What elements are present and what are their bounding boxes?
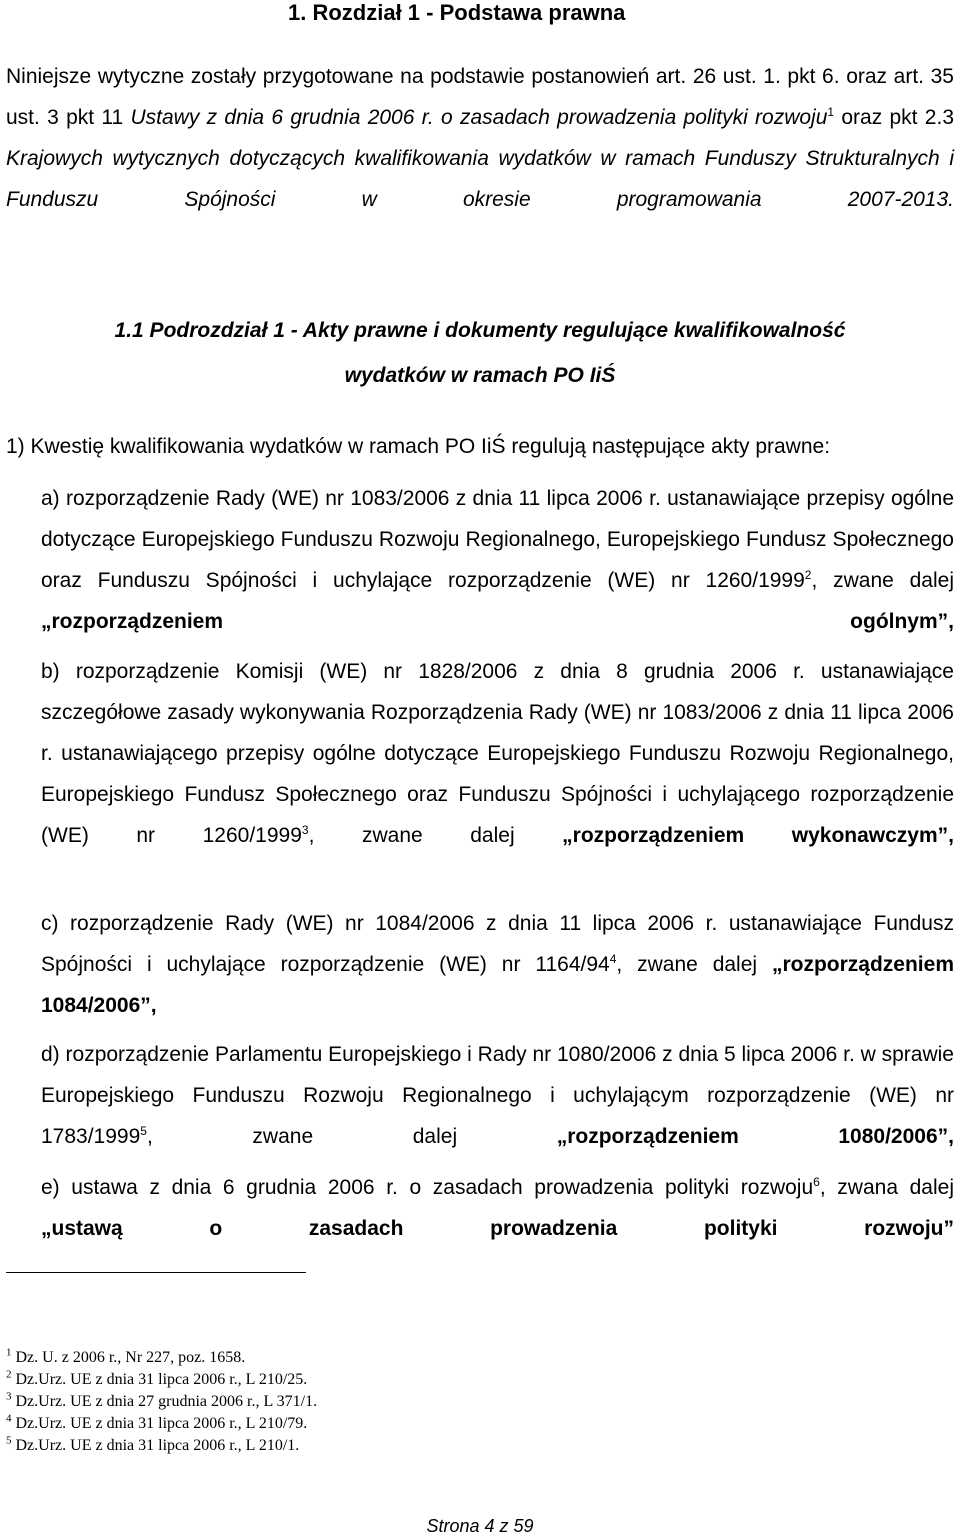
footnote-text: Dz. U. z 2006 r., Nr 227, poz. 1658. xyxy=(11,1349,246,1366)
list-item-b-text: b) rozporządzenie Komisji (WE) nr 1828/2006 z dnia 8 grudnia 2006 r. ustanawiające szczegółowe zasady wykonywania Rozporządzenia Rady (WE) nr 1083/2006 z dnia 11 lipca 2006 r. ustanawiającego przepisy ogólne dotyczące Europejskiego Funduszu Rozwoju Regionalnego, Europejskiego Fundusz Społecznego oraz Funduszu Spójności i uchylającego rozporządzenie (WE) nr 1260/1999 xyxy=(41,660,954,847)
intro-italic-guidelines: Krajowych wytycznych dotyczących kwalifikowania wydatków w ramach Funduszy Strukturalnych i Funduszu Spójności w okresie programowania 2007-2013. xyxy=(6,147,954,211)
list-item-e-text: e) ustawa z dnia 6 grudnia 2006 r. o zasadach prowadzenia polityki rozwoju xyxy=(41,1176,814,1199)
list-item-e xyxy=(41,1167,954,1249)
chapter-heading: 1. Rozdział 1 - Podstawa prawna xyxy=(288,0,626,25)
footnote-text: Dz.Urz. UE z dnia 31 lipca 2006 r., L 210/25. xyxy=(11,1371,308,1388)
list-item-d-text: d) rozporządzenie Parlamentu Europejskiego i Rady nr 1080/2006 z dnia 5 lipca 2006 r. w sprawie Europejskiego Funduszu Rozwoju Regionalnego i uchylającym rozporządzenie (WE) nr 1783/1999 xyxy=(41,1043,954,1148)
footnote-5 xyxy=(6,1435,317,1457)
footnotes xyxy=(6,1347,317,1457)
footnote-1 xyxy=(6,1347,317,1369)
page-number-footer: Strona 4 z 59 xyxy=(426,1516,534,1536)
footnote-ref-1: 1 xyxy=(827,105,835,119)
list-item-b-mid: , zwane dalej xyxy=(308,824,563,847)
footnote-text: Dz.Urz. UE z dnia 31 lipca 2006 r., L 210/1. xyxy=(11,1437,300,1454)
footnote-ref-5: 5 xyxy=(140,1124,147,1138)
list-item-a-mid: , zwane dalej xyxy=(811,569,954,592)
footnote-2 xyxy=(6,1369,317,1391)
intro-italic-act: Ustawy z dnia 6 grudnia 2006 r. o zasadach prowadzenia polityki rozwoju xyxy=(130,106,828,129)
subchapter-heading-line-1: 1.1 Podrozdział 1 - Akty prawne i dokumenty regulujące kwalifikowalność xyxy=(114,319,846,342)
footnote-ref-6: 6 xyxy=(813,1175,820,1189)
footnote-number: 2 xyxy=(6,1368,12,1381)
list-item-c xyxy=(41,903,954,1026)
footnote-ref-2: 2 xyxy=(804,568,812,582)
list-item-d-mid: , zwane dalej xyxy=(146,1125,557,1148)
list-item-d xyxy=(41,1034,954,1157)
list-item-a-text: a) rozporządzenie Rady (WE) nr 1083/2006 z dnia 11 lipca 2006 r. ustanawiające przepisy ogólne dotyczące Europejskiego Funduszu Rozwoju Regionalnego, Europejskiego Fundusz Społecznego oraz Funduszu Spójności i uchylające rozporządzenie (WE) nr 1260/1999 xyxy=(41,487,954,592)
footnote-number: 1 xyxy=(6,1346,12,1359)
intro-paragraph xyxy=(6,56,954,220)
footnote-number: 3 xyxy=(6,1390,12,1403)
subchapter-heading xyxy=(6,308,954,398)
list-item-b-defined-term: „rozporządzeniem wykonawczym”, xyxy=(562,824,954,847)
footnote-ref-3: 3 xyxy=(301,823,309,837)
list-item-b xyxy=(41,651,954,856)
footnote-4 xyxy=(6,1413,317,1435)
footnote-separator xyxy=(6,1272,306,1273)
list-item-c-text: c) rozporządzenie Rady (WE) nr 1084/2006 z dnia 11 lipca 2006 r. ustanawiające Fundusz Spójności i uchylające rozporządzenie (WE) nr 1164/94 xyxy=(41,912,954,976)
list-item-a-defined-term: „rozporządzeniem ogólnym”, xyxy=(41,610,954,633)
list-item-e-defined-term: „ustawą o zasadach prowadzenia polityki rozwoju” xyxy=(41,1217,954,1240)
list-item-c-mid: , zwane dalej xyxy=(616,953,772,976)
intro-text-2: oraz pkt 2.3 xyxy=(834,106,954,129)
list-item-d-defined-term: „rozporządzeniem 1080/2006”, xyxy=(556,1125,954,1148)
list-item-e-mid: , zwana dalej xyxy=(819,1176,954,1199)
footnote-text: Dz.Urz. UE z dnia 31 lipca 2006 r., L 210/79. xyxy=(11,1415,308,1432)
intro-text-1: Niniejsze wytyczne zostały przygotowane na podstawie postanowień art. 26 ust. 1. pkt 6. oraz art. 35 ust. 3 pkt 11 xyxy=(6,65,954,129)
list-item-c-defined-term: „rozporządzeniem 1084/2006”, xyxy=(41,953,954,1017)
list-item-a xyxy=(41,478,954,642)
footnote-number: 4 xyxy=(6,1412,12,1425)
subchapter-heading-line-2: wydatków w ramach PO IiŚ xyxy=(344,364,616,387)
footnote-text: Dz.Urz. UE z dnia 27 grudnia 2006 r., L 371/1. xyxy=(11,1393,318,1410)
paragraph-1: 1) Kwestię kwalifikowania wydatków w ramach PO IiŚ regulują następujące akty prawne: xyxy=(6,435,831,458)
footnote-ref-4: 4 xyxy=(609,952,617,966)
footnote-number: 5 xyxy=(6,1434,12,1447)
footnote-3 xyxy=(6,1391,317,1413)
